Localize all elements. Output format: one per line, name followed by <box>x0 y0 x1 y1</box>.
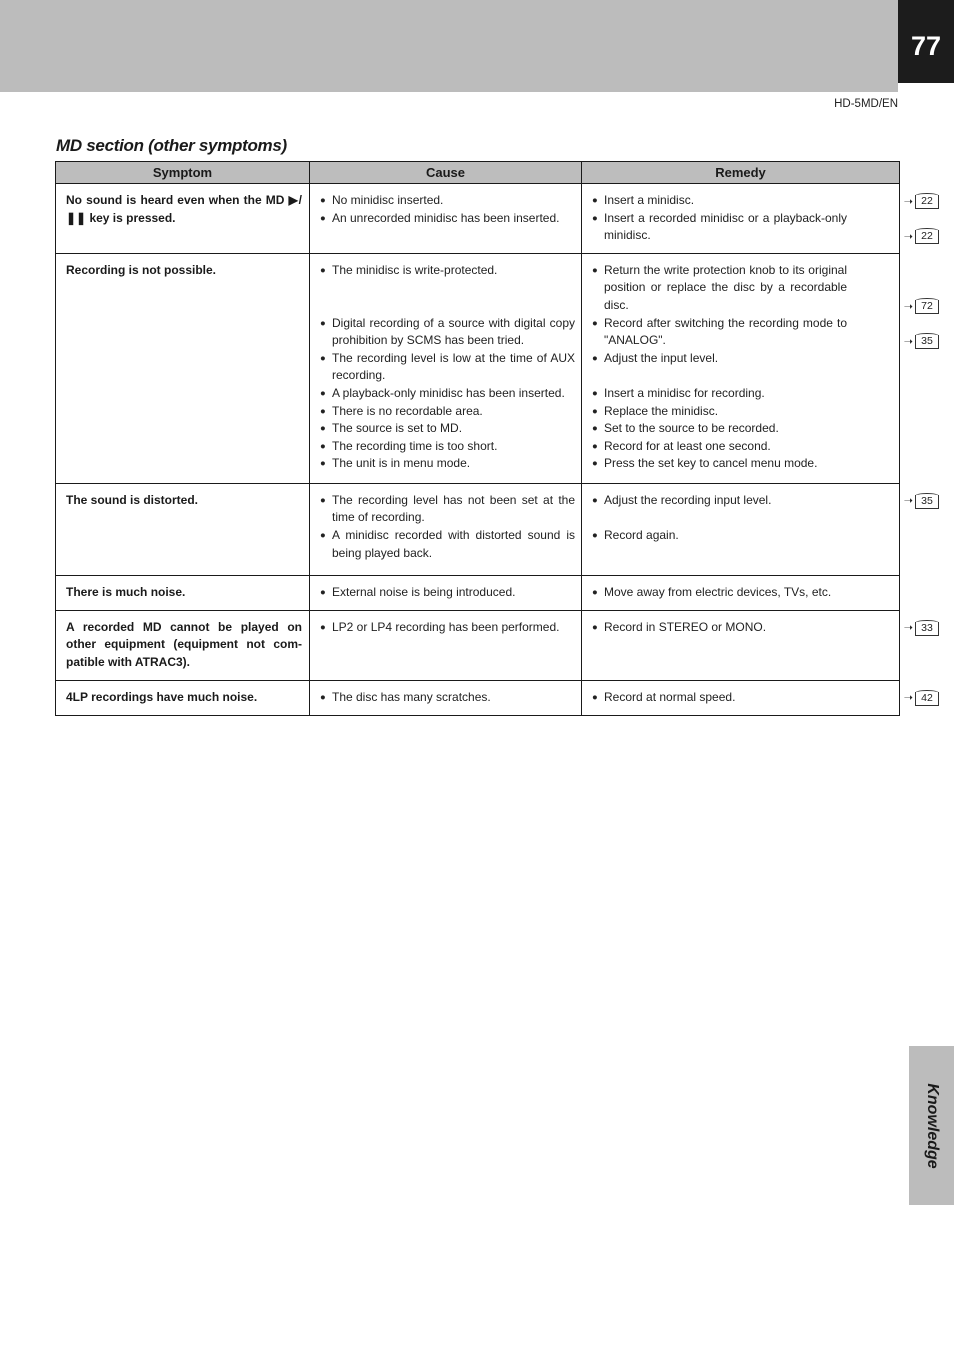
remedy-cell <box>582 184 933 254</box>
symptom-text: Recording is not possible. <box>66 262 217 277</box>
cause-cell <box>310 575 582 610</box>
table-row <box>56 610 900 680</box>
remedy-text: Insert a minidisc. <box>604 193 695 207</box>
cause-item: ● No minidisc inserted. <box>320 192 575 210</box>
side-tab-label: Knowledge <box>923 1082 941 1169</box>
arrow-icon: ➝ <box>903 622 913 635</box>
remedy-item <box>592 192 933 210</box>
remedy-item <box>592 350 893 368</box>
page-reference <box>897 691 939 706</box>
page-reference <box>897 494 939 509</box>
remedy-cell <box>582 253 933 483</box>
table-row <box>56 680 900 715</box>
cause-item: ● The recording time is too short. <box>320 438 575 456</box>
book-icon: 72 <box>915 300 939 314</box>
symptom-cell <box>56 680 310 715</box>
remedy-cell <box>582 610 933 680</box>
remedy-item <box>592 527 893 545</box>
cause-cell <box>310 680 582 715</box>
remedy-text: Return the write protection knob to its original position or replace the disc by a recordable disc. <box>604 262 847 312</box>
remedy-item <box>592 403 893 421</box>
symptom-text: A recorded MD cannot be played on other equipment (equipment not com-patible with ATRAC3). <box>66 619 302 669</box>
cause-item: ● External noise is being introduced. <box>320 584 575 602</box>
page-reference <box>897 335 939 350</box>
remedy-item <box>592 385 893 403</box>
table-header-row <box>56 162 900 184</box>
arrow-icon: ➝ <box>903 195 913 208</box>
cause-item: ● LP2 or LP4 recording has been performed. <box>320 619 575 637</box>
cause-item: ● The recording level is low at the time of AUX recording. <box>320 350 575 385</box>
arrow-icon: ➝ <box>903 335 913 348</box>
remedy-item <box>592 619 933 637</box>
symptom-text: No sound is heard even when the MD ▶/❚❚ key is pressed. <box>66 193 302 225</box>
remedy-text: Insert a minidisc for recording. <box>604 385 765 400</box>
book-icon: 35 <box>915 495 939 509</box>
table-row <box>56 483 900 575</box>
cause-item: ● An unrecorded minidisc has been inserted. <box>320 210 575 228</box>
remedy-text: Record again. <box>604 527 679 542</box>
symptom-cell <box>56 610 310 680</box>
remedy-item <box>592 420 893 438</box>
book-icon: 33 <box>915 622 939 636</box>
side-tab <box>909 1046 954 1205</box>
cause-item: ● The disc has many scratches. <box>320 689 575 707</box>
remedy-text: Replace the minidisc. <box>604 403 719 418</box>
remedy-item <box>592 438 893 456</box>
book-icon: 35 <box>915 335 939 349</box>
remedy-text: Insert a recorded minidisc or a playback-only minidisc. <box>604 210 847 243</box>
remedy-item <box>592 315 933 350</box>
symptom-text: There is much noise. <box>66 584 186 599</box>
remedy-text: Press the set key to cancel menu mode. <box>604 456 818 471</box>
header-remedy: Remedy <box>582 162 900 184</box>
arrow-icon: ➝ <box>903 300 913 313</box>
symptom-cell <box>56 575 310 610</box>
book-icon: 22 <box>915 195 939 209</box>
cause-cell <box>310 253 582 483</box>
cause-item: ● There is no recordable area. <box>320 403 575 421</box>
cause-item: ● The unit is in menu mode. <box>320 455 575 473</box>
cause-cell <box>310 610 582 680</box>
table-row <box>56 575 900 610</box>
cause-item: ● The minidisc is write-protected. <box>320 262 575 280</box>
arrow-icon: ➝ <box>903 230 913 243</box>
header-symptom: Symptom <box>56 162 310 184</box>
page-number: 77 <box>898 0 954 83</box>
cause-item: ● A playback-only minidisc has been inserted. <box>320 385 575 403</box>
book-icon: 22 <box>915 230 939 244</box>
remedy-text: Record at normal speed. <box>604 689 736 704</box>
page-reference <box>897 300 939 315</box>
troubleshooting-table <box>55 161 933 716</box>
cause-item: ● The source is set to MD. <box>320 420 575 438</box>
symptom-cell <box>56 184 310 254</box>
table-row <box>56 184 900 254</box>
remedy-item <box>592 492 933 510</box>
remedy-item <box>592 210 933 245</box>
page-reference <box>897 195 939 210</box>
remedy-item <box>592 455 893 473</box>
cause-item: ● The recording level has not been set at the time of recording. <box>320 492 575 527</box>
remedy-cell <box>582 680 933 715</box>
symptom-cell <box>56 483 310 575</box>
symptom-text: 4LP recordings have much noise. <box>66 689 258 704</box>
header-band <box>0 0 898 92</box>
header-cause: Cause <box>310 162 582 184</box>
remedy-text: Set to the source to be recorded. <box>604 421 779 436</box>
table-row <box>56 253 900 483</box>
remedy-text: Adjust the input level. <box>604 350 719 365</box>
arrow-icon: ➝ <box>903 692 913 705</box>
remedy-text: Record in STEREO or MONO. <box>604 619 767 634</box>
book-icon: 42 <box>915 692 939 706</box>
cause-item: ● Digital recording of a source with digital copy prohibition by SCMS has been tried. <box>320 315 575 350</box>
symptom-cell <box>56 253 310 483</box>
symptom-text: The sound is distorted. <box>66 492 199 507</box>
model-number: HD-5MD/EN <box>834 98 898 110</box>
page-reference <box>897 230 939 245</box>
remedy-item <box>592 262 933 315</box>
remedy-item <box>592 689 933 707</box>
arrow-icon: ➝ <box>903 495 913 508</box>
page-reference <box>897 621 939 636</box>
section-title: MD section (other symptoms) <box>56 136 287 155</box>
remedy-text: Record for at least one second. <box>604 438 771 453</box>
remedy-text: Record after switching the recording mode to "ANALOG". <box>604 315 847 348</box>
cause-item: ● A minidisc recorded with distorted sound is being played back. <box>320 527 575 562</box>
remedy-text: Move away from electric devices, TVs, etc. <box>604 584 832 599</box>
remedy-item <box>592 584 899 602</box>
cause-cell <box>310 184 582 254</box>
cause-cell <box>310 483 582 575</box>
remedy-text: Adjust the recording input level. <box>604 492 772 507</box>
remedy-cell <box>582 483 933 575</box>
remedy-cell <box>582 575 900 610</box>
